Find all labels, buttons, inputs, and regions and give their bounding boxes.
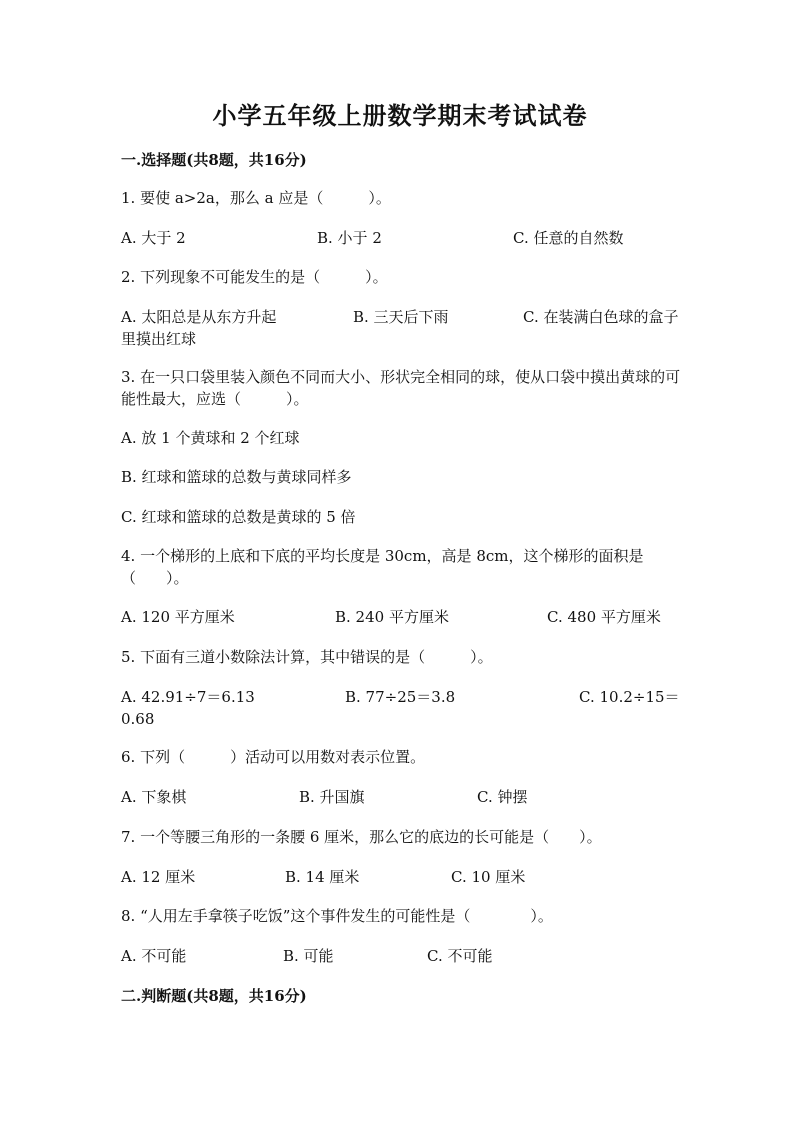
question-1-option-b: B. 小于 2	[317, 229, 382, 247]
question-6-option-a: A. 下象棋	[121, 788, 187, 806]
question-2-options	[121, 306, 681, 350]
question-1-option-c: C. 任意的自然数	[513, 229, 624, 247]
question-7-option-a: A. 12 厘米	[121, 868, 196, 886]
question-2-option-b: B. 三天后下雨	[353, 308, 449, 326]
question-7-stem: 7. 一个等腰三角形的一条腰 6 厘米，那么它的底边的长可能是（ ）。	[121, 828, 602, 846]
exam-title: 小学五年级上册数学期末考试试卷	[212, 101, 588, 130]
section-heading-true-false: 二.判断题(共8题，共16分)	[121, 987, 307, 1005]
question-2-stem: 2. 下列现象不可能发生的是（ ）。	[121, 268, 388, 286]
question-2-option-a: A. 太阳总是从东方升起	[121, 308, 277, 326]
question-5-option-a: A. 42.91÷7＝6.13	[121, 688, 255, 706]
question-4-option-b: B. 240 平方厘米	[335, 608, 449, 626]
question-7-option-c: C. 10 厘米	[451, 868, 526, 886]
question-4-options	[121, 606, 681, 650]
question-3-option-c: C. 红球和篮球的总数是黄球的 5 倍	[121, 508, 356, 526]
question-5-option-c: C. 10.2÷15＝0.68	[121, 688, 680, 728]
question-6-stem: 6. 下列（ ）活动可以用数对表示位置。	[121, 748, 426, 766]
question-1-option-a: A. 大于 2	[121, 229, 186, 247]
question-3-option-b: B. 红球和篮球的总数与黄球同样多	[121, 468, 352, 486]
question-6-option-c: C. 钟摆	[477, 788, 528, 806]
question-4-option-a: A. 120 平方厘米	[121, 608, 235, 626]
question-7-option-b: B. 14 厘米	[285, 868, 360, 886]
question-3-option-a: A. 放 1 个黄球和 2 个红球	[121, 429, 300, 447]
question-1-options	[121, 227, 681, 271]
question-3-stem: 3. 在一只口袋里装入颜色不同而大小、形状完全相同的球，使从口袋中摸出黄球的可能性最大，应选（ ）。	[121, 368, 681, 408]
question-8-option-a: A. 不可能	[121, 947, 187, 965]
question-6-options	[121, 786, 681, 830]
question-8-stem: 8. “人用左手拿筷子吃饭”这个事件发生的可能性是（ ）。	[121, 907, 553, 925]
question-5-options	[121, 686, 681, 730]
question-5-stem: 5. 下面有三道小数除法计算，其中错误的是（ ）。	[121, 648, 493, 666]
question-6-option-b: B. 升国旗	[299, 788, 365, 806]
question-1-stem: 1. 要使 a>2a，那么 a 应是（ ）。	[121, 189, 391, 207]
section-heading-choice: 一.选择题(共8题，共16分)	[121, 151, 307, 169]
question-7-options	[121, 866, 681, 910]
question-8-options	[121, 945, 681, 989]
question-5-option-b: B. 77÷25＝3.8	[345, 688, 456, 706]
question-4-option-c: C. 480 平方厘米	[547, 608, 661, 626]
question-4-stem: 4. 一个梯形的上底和下底的平均长度是 30cm，高是 8cm，这个梯形的面积是（ ）。	[121, 547, 644, 587]
question-8-option-b: B. 可能	[283, 947, 334, 965]
question-8-option-c: C. 不可能	[427, 947, 493, 965]
question-2-option-c: C. 在装满白色球的盒子里摸出红球	[121, 308, 679, 348]
